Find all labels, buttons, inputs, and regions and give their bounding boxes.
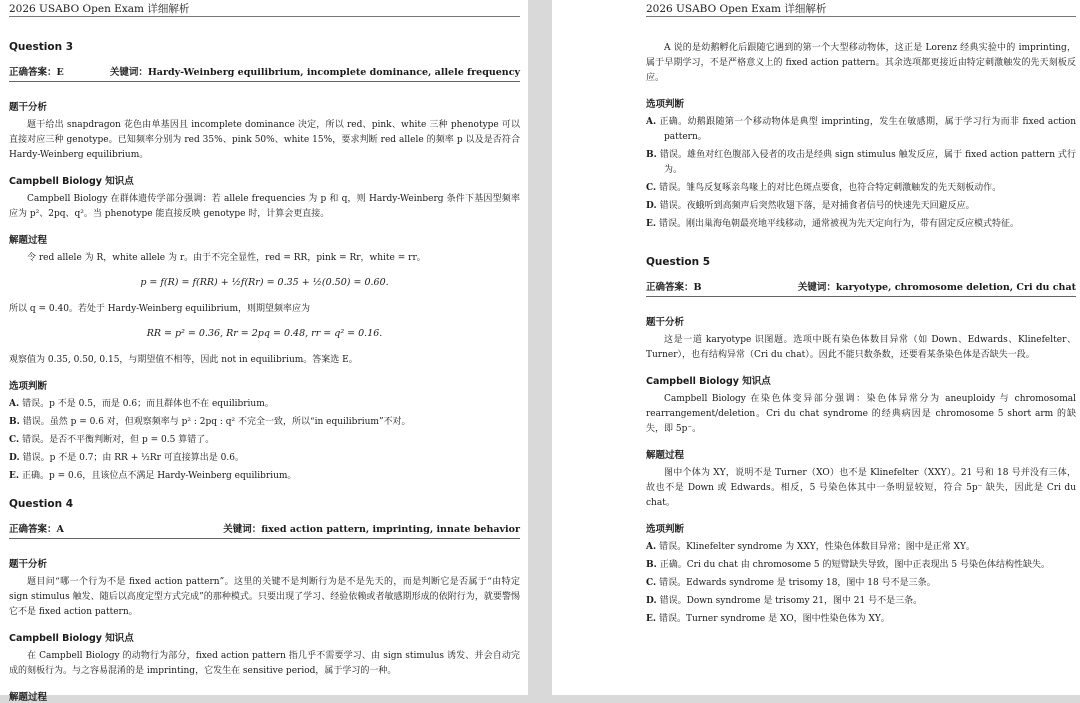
question-4-answer-row xyxy=(9,521,520,539)
section-heading: Campbell Biology 知识点 xyxy=(9,633,134,644)
section-heading: 解题过程 xyxy=(9,235,48,246)
section-heading: 解题过程 xyxy=(646,450,685,461)
correct-answer: 正确答案：A xyxy=(9,524,64,535)
option-item: E. 错误。刚出巢海龟朝最亮地平线移动，通常被视为先天定向行为，带有固定反应模式特征。 xyxy=(646,219,1020,229)
section-heading: 选项判断 xyxy=(646,99,685,110)
option-item: D. 错误。Down syndrome 是 trisomy 21，图中 21 号不是三条。 xyxy=(646,596,923,606)
page-gutter xyxy=(528,0,552,695)
keywords: 关键词：Hardy-Weinberg equilibrium, incomplete dominance, allele frequency xyxy=(109,67,520,78)
analysis-text: 题干给出 snapdragon 花色由单基因且 incomplete dominance 决定，所以 red、pink、white 三种 phenotype 可以直接对应三种 genotype。已知频率分别为 red 35%、pink 50%、white 15%，要求判断 red allele 的频率 p 以及是否符合 Hardy-Weinberg equilibrium。 xyxy=(9,120,520,160)
process-text: A 说的是幼鹅孵化后跟随它遇到的第一个大型移动物体，这正是 Lorenz 经典实验中的 imprinting，属于早期学习，不是严格意义上的 fixed action pattern。其余选项都更接近由特定刺激触发的先天刻板反应。 xyxy=(646,43,1076,83)
section-heading: 选项判断 xyxy=(646,524,685,535)
process-text: 所以 q = 0.40。若处于 Hardy-Weinberg equilibrium，则期望频率应为 xyxy=(9,304,311,314)
option-item: A. 错误。Klinefelter syndrome 为 XXY，性染色体数目异常；图中是正常 XY。 xyxy=(646,542,975,552)
question-4-title: Question 4 xyxy=(9,498,74,510)
analysis-text: 题目问“哪一个行为不是 fixed action pattern”。这里的关键不是判断行为是不是先天的，而是判断它是否属于“由特定 sign stimulus 触发、随后以高度定型方式完成”的那种模式。只要出现了学习、经验依赖或者敏感期形成的依附行为，就要警惕它不是 fixed action pattern。 xyxy=(9,577,520,617)
question-3-answer-row xyxy=(9,64,520,82)
options-list xyxy=(9,397,520,484)
campbell-text: Campbell Biology 在染色体变异部分强调：染色体异常分为 aneuploidy 与 chromosomal rearrangement/deletion。Cri du chat syndrome 的经典病因是 chromosome 5 short arm 的缺失，即 5p⁻。 xyxy=(646,394,1076,434)
option-item: C. 错误。是否不平衡判断对，但 p = 0.5 算错了。 xyxy=(9,435,215,445)
section-heading: Campbell Biology 知识点 xyxy=(9,176,134,187)
question-5-title: Question 5 xyxy=(646,256,711,268)
right-page xyxy=(552,0,1080,695)
option-item: B. 正确。Cri du chat 由 chromosome 5 的短臂缺失导致，图中正表现出 5 号染色体结构性缺失。 xyxy=(646,560,1050,570)
option-item: B. 错误。雄鱼对红色腹部入侵者的攻击是经典 sign stimulus 触发反应，属于 fixed action pattern 式行为。 xyxy=(646,150,1076,175)
analysis-text: 这是一道 karyotype 识图题。选项中既有染色体数目异常（如 Down、Edwards、Klinefelter、Turner），也有结构异常（Cri du chat）。因此不能只数条数，还要看某条染色体是否缺失一段。 xyxy=(646,335,1076,360)
equation: p = f(R) = f(RR) + ½f(Rr) = 0.35 + ½(0.50) = 0.60. xyxy=(140,277,389,288)
section-heading: 选项判断 xyxy=(9,381,48,392)
option-item: E. 正确。p = 0.6，且该位点不满足 Hardy-Weinberg equilibrium。 xyxy=(9,471,297,481)
question-5-answer-row xyxy=(646,279,1076,297)
process-text: 令 red allele 为 R，white allele 为 r。由于不完全显性，red = RR，pink = Rr，white = rr。 xyxy=(27,253,426,263)
option-item: B. 错误。虽然 p = 0.6 对，但观察频率与 p² : 2pq : q² 不完全一致，所以“in equilibrium”不对。 xyxy=(9,417,411,427)
correct-answer: 正确答案：E xyxy=(9,67,64,78)
option-item: A. 错误。p 不是 0.5，而是 0.6；而且群体也不在 equilibrium。 xyxy=(9,399,274,409)
section-heading: 题干分析 xyxy=(646,317,685,328)
section-heading: Campbell Biology 知识点 xyxy=(646,376,771,387)
section-heading: 题干分析 xyxy=(9,559,48,570)
campbell-text: 在 Campbell Biology 的动物行为部分，fixed action pattern 指几乎不需要学习、由 sign stimulus 诱发、并会自动完成的刻板行为。与之容易混淆的是 imprinting，它发生在 sensitive period，属于学习的一种。 xyxy=(9,651,520,676)
running-header: 2026 USABO Open Exam 详细解析 xyxy=(9,0,520,17)
question-3-title: Question 3 xyxy=(9,41,74,53)
option-item: A. 正确。幼鹅跟随第一个移动物体是典型 imprinting，发生在敏感期，属于学习行为而非 fixed action pattern。 xyxy=(646,117,1076,142)
option-item: C. 错误。Edwards syndrome 是 trisomy 18，图中 18 号不是三条。 xyxy=(646,578,936,588)
options-list xyxy=(646,540,1076,627)
correct-answer: 正确答案：B xyxy=(646,282,702,293)
process-text: 观察值为 0.35, 0.50, 0.15，与期望值不相等，因此 not in equilibrium。答案选 E。 xyxy=(9,355,358,365)
running-header: 2026 USABO Open Exam 详细解析 xyxy=(646,0,1076,17)
options-list xyxy=(646,115,1076,232)
keywords: 关键词：fixed action pattern, imprinting, innate behavior xyxy=(223,524,520,535)
equation: RR = p² = 0.36, Rr = 2pq = 0.48, rr = q² = 0.16. xyxy=(146,328,383,339)
option-item: C. 错误。雏鸟反复啄亲鸟喙上的对比色斑点要食，也符合特定刺激触发的先天刻板动作。 xyxy=(646,183,1002,193)
keywords: 关键词：karyotype, chromosome deletion, Cri du chat xyxy=(797,282,1076,293)
section-heading: 题干分析 xyxy=(9,102,48,113)
section-heading: 解题过程 xyxy=(9,692,48,703)
option-item: D. 错误。p 不是 0.7；由 RR + ½Rr 可直接算出是 0.6。 xyxy=(9,453,244,463)
option-item: D. 错误。夜蛾听到高频声后突然收翅下落，是对捕食者信号的快速先天回避反应。 xyxy=(646,201,975,211)
option-item: E. 错误。Turner syndrome 是 XO，图中性染色体为 XY。 xyxy=(646,614,890,624)
left-page xyxy=(0,0,528,703)
campbell-text: Campbell Biology 在群体遗传学部分强调：若 allele frequencies 为 p 和 q，则 Hardy-Weinberg 条件下基因型频率应为 p²、2pq、q²。当 phenotype 能直接反映 genotype 时，计算会更直接。 xyxy=(9,194,520,219)
process-text: 图中个体为 XY，说明不是 Turner（XO）也不是 Klinefelter（XXY）。21 号和 18 号并没有三体，故也不是 Down 或 Edwards。相反，5 号染色体其中一条明显较短，符合 5p⁻ 缺失，因此是 Cri du chat。 xyxy=(646,468,1076,508)
